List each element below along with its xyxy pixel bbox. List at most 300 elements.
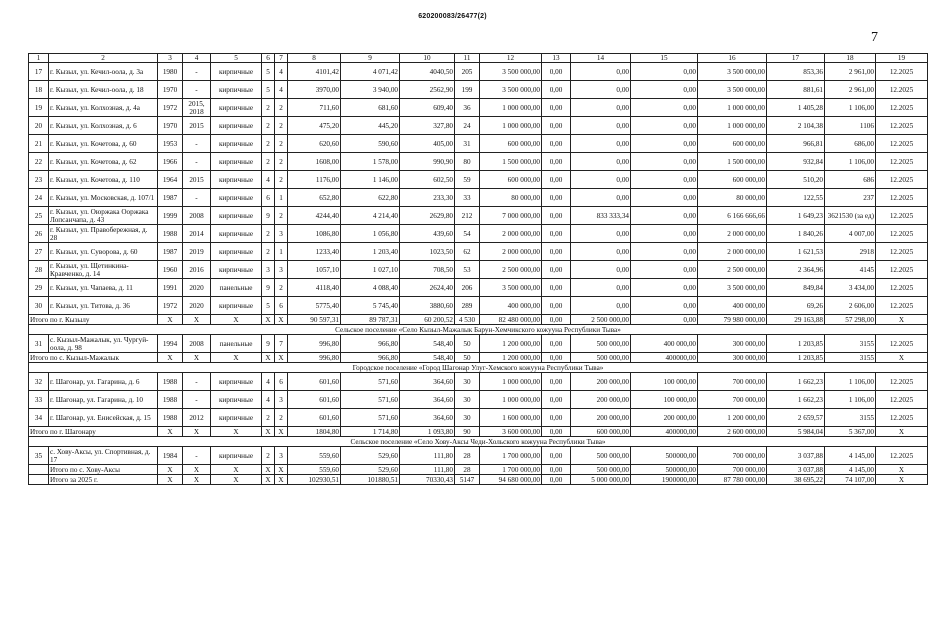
table-row	[29, 243, 928, 261]
table-cell: 3 500 000,00	[698, 279, 767, 297]
table-row	[29, 409, 928, 427]
column-header: 10	[400, 54, 455, 63]
table-cell: кирпичные	[211, 99, 262, 117]
table-cell: -	[183, 135, 211, 153]
table-cell: 1988	[158, 373, 183, 391]
table-cell: 1 621,53	[767, 243, 825, 261]
row-number-cell: 20	[29, 117, 49, 135]
row-number-cell: 30	[29, 297, 49, 315]
address-cell: г. Кызыл, ул. Чапаева, д. 11	[49, 279, 158, 297]
table-cell: 2	[275, 409, 288, 427]
table-cell: 932,84	[767, 153, 825, 171]
table-cell: 2	[262, 117, 275, 135]
table-cell: 2 000 000,00	[480, 243, 542, 261]
table-cell: 233,30	[400, 189, 455, 207]
table-cell: 1 106,00	[825, 391, 876, 409]
row-number-cell: 18	[29, 81, 49, 99]
table-cell: 1970	[158, 81, 183, 99]
table-cell: 1804,80	[288, 427, 341, 437]
settlement-header-row	[29, 437, 928, 447]
table-cell: 289	[455, 297, 480, 315]
column-header: 1	[29, 54, 49, 63]
table-cell: 620,60	[288, 135, 341, 153]
table-cell: 2008	[183, 335, 211, 353]
table-cell: 0,00	[631, 189, 698, 207]
table-cell: 500 000,00	[571, 335, 631, 353]
table-cell: 1	[275, 243, 288, 261]
column-header: 18	[825, 54, 876, 63]
subtotal-label: Итого по с. Кызыл-Мажалык	[29, 353, 158, 363]
table-cell: 28	[455, 447, 480, 465]
table-cell: 1960	[158, 261, 183, 279]
row-number-cell: 21	[29, 135, 49, 153]
table-row	[29, 189, 928, 207]
table-cell: 12.2025	[876, 153, 928, 171]
table-cell: 0,00	[631, 243, 698, 261]
table-cell: 80	[455, 153, 480, 171]
table-cell: 2 600 000,00	[698, 427, 767, 437]
table-cell: 400 000,00	[631, 335, 698, 353]
table-cell: 0,00	[631, 315, 698, 325]
table-cell: 500 000,00	[571, 447, 631, 465]
row-number-cell: 34	[29, 409, 49, 427]
table-cell: 0,00	[631, 261, 698, 279]
settlement-title: Сельское поселение «Село Хову-Аксы Чеди-Хольского кожууна Республики Тыва»	[29, 437, 928, 447]
table-cell: 2	[275, 171, 288, 189]
table-cell: кирпичные	[211, 63, 262, 81]
table-cell: 200 000,00	[571, 373, 631, 391]
table-cell: X	[275, 475, 288, 485]
table-cell: 686,00	[825, 135, 876, 153]
address-cell: г. Кызыл, ул. Кечил-оола, д. 18	[49, 81, 158, 99]
table-row	[29, 335, 928, 353]
table-cell: 2 104,38	[767, 117, 825, 135]
table-cell: X	[876, 353, 928, 363]
table-cell: 2562,90	[400, 81, 455, 99]
address-cell: г. Кызыл, ул. Кочетова, д. 62	[49, 153, 158, 171]
table-cell: 3 600 000,00	[480, 427, 542, 437]
table-cell: -	[183, 63, 211, 81]
column-header: 4	[183, 54, 211, 63]
table-cell: 0,00	[571, 261, 631, 279]
table-cell: 2 961,00	[825, 63, 876, 81]
table-cell: 200 000,00	[571, 391, 631, 409]
subtotal-row	[29, 465, 928, 475]
table-cell: 400000,00	[631, 353, 698, 363]
table-cell: 2 606,00	[825, 297, 876, 315]
table-cell: 2020	[183, 297, 211, 315]
table-cell: 53	[455, 261, 480, 279]
table-cell: X	[183, 465, 211, 475]
table-cell: кирпичные	[211, 117, 262, 135]
column-header: 12	[480, 54, 542, 63]
table-cell: 1233,40	[288, 243, 341, 261]
table-cell: 69,26	[767, 297, 825, 315]
table-cell: 5	[262, 297, 275, 315]
table-cell: X	[158, 475, 183, 485]
subtotal-row	[29, 427, 928, 437]
table-cell: 652,80	[288, 189, 341, 207]
table-cell: 1	[275, 189, 288, 207]
column-header: 7	[275, 54, 288, 63]
column-header: 5	[211, 54, 262, 63]
table-row	[29, 99, 928, 117]
table-cell: X	[876, 315, 928, 325]
address-cell: с. Хову-Аксы, ул. Спортивная, д. 17	[49, 447, 158, 465]
table-cell: 996,80	[288, 335, 341, 353]
address-cell: г. Кызыл, ул. Московская, д. 107/1	[49, 189, 158, 207]
table-cell: X	[262, 315, 275, 325]
table-cell: 300 000,00	[698, 335, 767, 353]
table-cell: 0,00	[542, 447, 571, 465]
address-cell: г. Кызыл, ул. Правобережная, д. 28	[49, 225, 158, 243]
address-cell: г. Кызыл, ул. Кочетова, д. 110	[49, 171, 158, 189]
table-cell: 0,00	[542, 427, 571, 437]
table-cell: 700 000,00	[698, 373, 767, 391]
table-cell: 601,60	[288, 409, 341, 427]
table-cell: 500 000,00	[571, 353, 631, 363]
table-cell: -	[183, 189, 211, 207]
table-cell: 622,80	[341, 189, 400, 207]
table-cell: 966,80	[341, 335, 400, 353]
table-cell: 849,84	[767, 279, 825, 297]
table-cell: 1 700 000,00	[480, 447, 542, 465]
table-cell: 12.2025	[876, 391, 928, 409]
column-header: 19	[876, 54, 928, 63]
column-header: 11	[455, 54, 480, 63]
row-number-cell: 24	[29, 189, 49, 207]
table-cell: 0,00	[631, 99, 698, 117]
table-cell: 0,00	[542, 465, 571, 475]
table-cell: панельные	[211, 335, 262, 353]
column-header: 13	[542, 54, 571, 63]
table-cell: 5775,40	[288, 297, 341, 315]
table-cell: 87 780 000,00	[698, 475, 767, 485]
table-cell: -	[183, 373, 211, 391]
table-cell: 50	[455, 353, 480, 363]
table-cell: -	[183, 447, 211, 465]
row-number-cell: 26	[29, 225, 49, 243]
table-cell: 0,00	[542, 475, 571, 485]
table-cell: кирпичные	[211, 409, 262, 427]
subtotal-row	[29, 315, 928, 325]
table-cell: 0,00	[542, 353, 571, 363]
table-cell: 2	[262, 225, 275, 243]
table-cell: 2 500 000,00	[698, 261, 767, 279]
table-cell: 5 745,40	[341, 297, 400, 315]
table-cell: 0,00	[542, 391, 571, 409]
table-cell: 30	[455, 373, 480, 391]
table-cell: 3 500 000,00	[480, 279, 542, 297]
table-cell: 4	[275, 63, 288, 81]
table-row	[29, 63, 928, 81]
table-cell: 1 714,80	[341, 427, 400, 437]
address-cell: г. Кызыл, ул. Кочетова, д. 60	[49, 135, 158, 153]
table-cell: 681,60	[341, 99, 400, 117]
table-cell: 364,60	[400, 409, 455, 427]
table-cell: 3 500 000,00	[480, 63, 542, 81]
table-cell: 529,60	[341, 465, 400, 475]
table-cell: -	[183, 81, 211, 99]
table-cell: 2014	[183, 225, 211, 243]
settlement-title: Городское поселение «Город Шагонар Улуг-Хемского кожууна Республики Тыва»	[29, 363, 928, 373]
table-cell: X	[183, 427, 211, 437]
table-cell: 0,00	[571, 99, 631, 117]
table-cell: 4 071,42	[341, 63, 400, 81]
table-cell: 609,40	[400, 99, 455, 117]
table-cell: 4 214,40	[341, 207, 400, 225]
table-row	[29, 135, 928, 153]
table-cell: X	[211, 315, 262, 325]
table-cell: 2	[262, 153, 275, 171]
table-cell: 2015	[183, 117, 211, 135]
table-cell: кирпичные	[211, 243, 262, 261]
table-cell: 2 000 000,00	[698, 243, 767, 261]
table-cell: 2 000 000,00	[480, 225, 542, 243]
table-cell: 111,80	[400, 465, 455, 475]
table-cell: 12.2025	[876, 225, 928, 243]
table-cell: 1988	[158, 391, 183, 409]
table-cell: 212	[455, 207, 480, 225]
table-cell: 237	[825, 189, 876, 207]
page-number: 7	[871, 30, 878, 45]
table-cell: 0,00	[542, 207, 571, 225]
table-row	[29, 261, 928, 279]
table-row	[29, 225, 928, 243]
table-cell: 0,00	[571, 153, 631, 171]
table-cell: X	[275, 315, 288, 325]
table-cell: 601,60	[288, 373, 341, 391]
housing-register-table	[28, 53, 928, 485]
table-cell: кирпичные	[211, 373, 262, 391]
table-cell: 2	[262, 243, 275, 261]
table-cell: 80 000,00	[480, 189, 542, 207]
subtotal-label: Итого по г. Кызылу	[29, 315, 158, 325]
table-cell: 3 500 000,00	[698, 63, 767, 81]
table-cell: 4145	[825, 261, 876, 279]
table-cell: X	[158, 353, 183, 363]
table-cell: 1 000 000,00	[480, 373, 542, 391]
table-cell: 4244,40	[288, 207, 341, 225]
table-cell: 1980	[158, 63, 183, 81]
table-cell: X	[262, 353, 275, 363]
table-cell: 400 000,00	[698, 297, 767, 315]
table-cell: 600 000,00	[480, 171, 542, 189]
table-cell: 0,00	[571, 171, 631, 189]
table-cell: 4	[262, 373, 275, 391]
row-number-cell: 25	[29, 207, 49, 225]
table-cell: 0,00	[631, 153, 698, 171]
row-number-cell: 29	[29, 279, 49, 297]
table-cell: 559,60	[288, 465, 341, 475]
table-cell: 4	[275, 81, 288, 99]
table-cell: 0,00	[571, 297, 631, 315]
table-cell: X	[275, 465, 288, 475]
table-cell: 94 680 000,00	[480, 475, 542, 485]
table-cell: 12.2025	[876, 99, 928, 117]
table-cell: 700 000,00	[698, 391, 767, 409]
table-cell: 0,00	[542, 135, 571, 153]
row-number-cell: 22	[29, 153, 49, 171]
table-cell: 881,61	[767, 81, 825, 99]
table-cell: 405,00	[400, 135, 455, 153]
table-cell: 2 364,96	[767, 261, 825, 279]
table-cell: 1 056,80	[341, 225, 400, 243]
table-cell: 0,00	[542, 81, 571, 99]
table-cell: 2015, 2018	[183, 99, 211, 117]
table-cell: 12.2025	[876, 373, 928, 391]
table-cell: кирпичные	[211, 171, 262, 189]
address-cell: г. Кызыл, ул. Щетинкина-Кравченко, д. 14	[49, 261, 158, 279]
table-cell: 2 961,00	[825, 81, 876, 99]
table-cell: кирпичные	[211, 81, 262, 99]
row-number-cell: 35	[29, 447, 49, 465]
table-cell: 1176,00	[288, 171, 341, 189]
settlement-header-row	[29, 325, 928, 335]
table-cell: 0,00	[542, 153, 571, 171]
table-cell: 1 203,85	[767, 353, 825, 363]
column-header: 16	[698, 54, 767, 63]
table-cell: 996,80	[288, 353, 341, 363]
table-cell: 2	[275, 207, 288, 225]
table-cell: 400 000,00	[480, 297, 542, 315]
table-cell: 12.2025	[876, 171, 928, 189]
table-cell: 205	[455, 63, 480, 81]
table-cell: 1 000 000,00	[698, 117, 767, 135]
row-number-cell: 17	[29, 63, 49, 81]
table-cell: 548,40	[400, 335, 455, 353]
table-cell: 1964	[158, 171, 183, 189]
table-cell: 1 200 000,00	[480, 353, 542, 363]
table-cell: 3	[262, 261, 275, 279]
table-cell: 2629,80	[400, 207, 455, 225]
table-cell: X	[262, 427, 275, 437]
table-cell: 1 600 000,00	[480, 409, 542, 427]
table-cell: 2 659,57	[767, 409, 825, 427]
table-cell: 364,60	[400, 373, 455, 391]
table-cell: 1 500 000,00	[698, 153, 767, 171]
table-cell: 1 662,23	[767, 391, 825, 409]
table-cell: X	[275, 427, 288, 437]
table-cell: 2918	[825, 243, 876, 261]
table-cell: 12.2025	[876, 81, 928, 99]
table-cell: 5 984,04	[767, 427, 825, 437]
table-cell: 0,00	[542, 117, 571, 135]
table-cell: 57 298,00	[825, 315, 876, 325]
table-cell: 1086,80	[288, 225, 341, 243]
table-cell: 1 200 000,00	[698, 409, 767, 427]
table-cell: 1 578,00	[341, 153, 400, 171]
table-cell: 3 500 000,00	[698, 81, 767, 99]
table-cell: 4 145,00	[825, 447, 876, 465]
table-cell: 1972	[158, 297, 183, 315]
subtotal-row	[29, 353, 928, 363]
address-cell: г. Кызыл, ул. Кечил-оола, д. 3а	[49, 63, 158, 81]
table-cell: 6	[275, 297, 288, 315]
table-cell: 102930,51	[288, 475, 341, 485]
table-cell: 510,20	[767, 171, 825, 189]
table-cell: X	[876, 475, 928, 485]
document-id: 620200083/26477(2)	[418, 13, 487, 20]
address-cell: г. Шагонар, ул. Гагарина, д. 10	[49, 391, 158, 409]
table-cell: 206	[455, 279, 480, 297]
address-cell: г. Кызыл, ул. Суворова, д. 60	[49, 243, 158, 261]
column-header: 2	[49, 54, 158, 63]
table-cell: 700 000,00	[698, 465, 767, 475]
column-header: 6	[262, 54, 275, 63]
table-cell: 0,00	[631, 207, 698, 225]
table-cell: 0,00	[571, 63, 631, 81]
table-cell: 1994	[158, 335, 183, 353]
table-cell: -	[183, 391, 211, 409]
table-cell: 439,60	[400, 225, 455, 243]
table-cell: 1991	[158, 279, 183, 297]
table-cell: 1987	[158, 189, 183, 207]
table-cell: 54	[455, 225, 480, 243]
table-cell: 4 530	[455, 315, 480, 325]
table-cell: 3 500 000,00	[480, 81, 542, 99]
table-cell: 80 000,00	[698, 189, 767, 207]
table-cell: 62	[455, 243, 480, 261]
table-cell: 3155	[825, 353, 876, 363]
table-cell: X	[158, 427, 183, 437]
table-cell: 60 200,52	[400, 315, 455, 325]
table-cell: X	[183, 353, 211, 363]
table-cell: кирпичные	[211, 207, 262, 225]
table-cell: X	[275, 353, 288, 363]
address-cell: г. Шагонар, ул. Енисейская, д. 15	[49, 409, 158, 427]
table-cell: 990,90	[400, 153, 455, 171]
table-cell: 70330,43	[400, 475, 455, 485]
table-cell: 2012	[183, 409, 211, 427]
table-cell: 0,00	[542, 99, 571, 117]
table-cell: кирпичные	[211, 189, 262, 207]
table-cell: 1 000 000,00	[480, 99, 542, 117]
subtotal-label: Итого по с. Хову-Аксы	[49, 465, 158, 475]
table-cell: 0,00	[571, 189, 631, 207]
subtotal-label: Итого за 2025 г.	[49, 475, 158, 485]
table-cell: 571,60	[341, 391, 400, 409]
table-cell: 0,00	[542, 189, 571, 207]
table-row	[29, 373, 928, 391]
table-cell: кирпичные	[211, 297, 262, 315]
table-cell: кирпичные	[211, 261, 262, 279]
table-cell: 9	[262, 335, 275, 353]
settlement-header-row	[29, 363, 928, 373]
table-cell: 364,60	[400, 391, 455, 409]
table-cell: кирпичные	[211, 225, 262, 243]
table-cell: 50	[455, 335, 480, 353]
table-cell: 36	[455, 99, 480, 117]
table-cell: 12.2025	[876, 243, 928, 261]
table-cell: 529,60	[341, 447, 400, 465]
table-cell: 4	[262, 391, 275, 409]
table-cell: 0,00	[542, 225, 571, 243]
table-cell: 12.2025	[876, 297, 928, 315]
table-cell: 2020	[183, 279, 211, 297]
table-cell: 445,20	[341, 117, 400, 135]
table-cell: 0,00	[571, 117, 631, 135]
table-cell: X	[211, 465, 262, 475]
table-cell: 500000,00	[631, 447, 698, 465]
table-cell: 3 037,88	[767, 465, 825, 475]
table-cell: X	[183, 315, 211, 325]
empty-cell	[29, 465, 49, 475]
table-cell: 1972	[158, 99, 183, 117]
table-cell: 2 000 000,00	[698, 225, 767, 243]
table-cell: X	[876, 427, 928, 437]
table-cell: 82 480 000,00	[480, 315, 542, 325]
